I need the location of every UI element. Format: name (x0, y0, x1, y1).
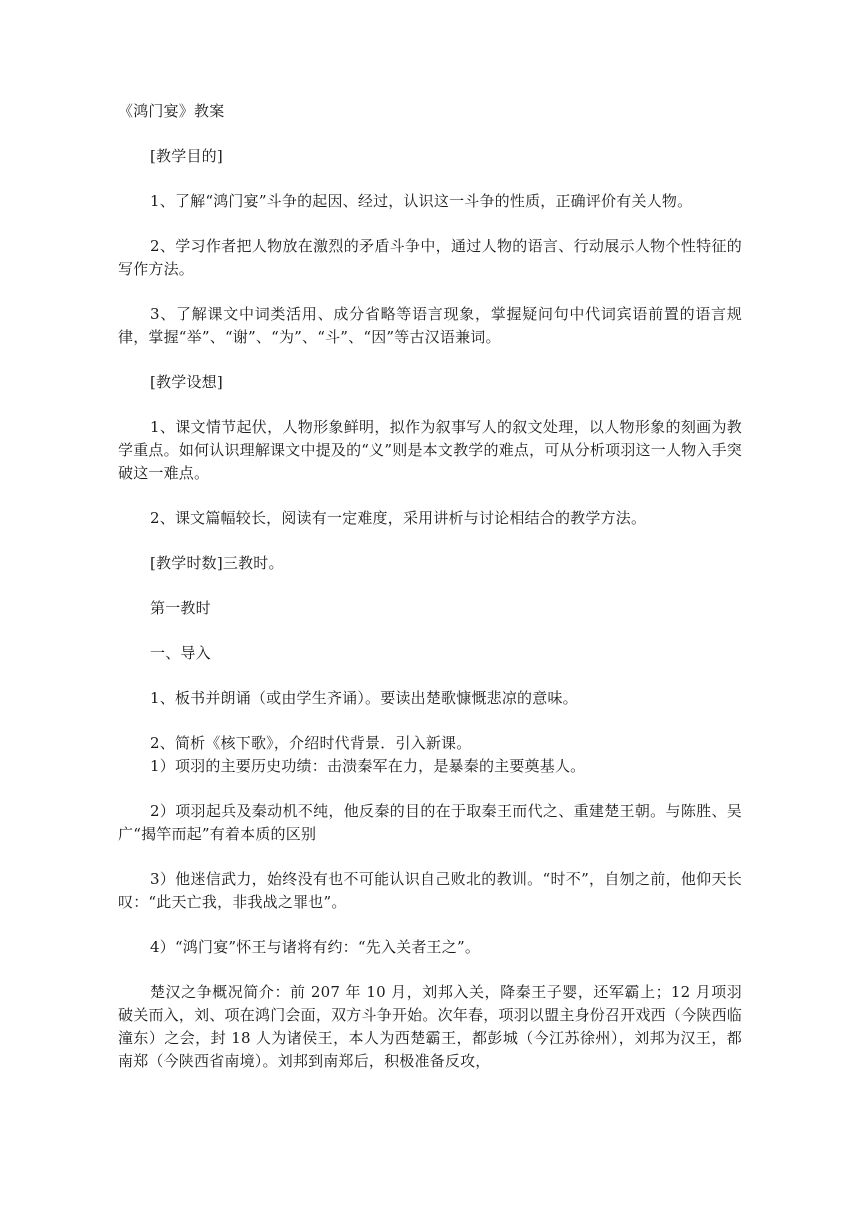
paragraph: 2、课文篇幅较长，阅读有一定难度，采用讲析与讨论相结合的教学方法。 (150, 509, 647, 527)
paragraph: 2、学习作者把人物放在激烈的矛盾斗争中，通过人物的语言、行动展示人物个性特征的写作方法。 (118, 237, 742, 278)
section-heading-design: [教学设想] (150, 373, 223, 391)
paragraph: 1、课文情节起伏，人物形象鲜明，拟作为叙事写人的叙文处理，以人物形象的刻画为教学重点。如何认识理解课文中提及的“义”则是本文教学的难点，可从分析项羽这一人物入手突破这一难点。 (118, 418, 742, 482)
section-heading-first-lesson: 第一教时 (150, 599, 211, 617)
paragraph: 3、了解课文中词类活用、成分省略等语言现象，掌握疑问句中代词宾语前置的语言规律，掌握“举”、“谢”、“为”、“斗”、“因”等古汉语兼词。 (118, 305, 742, 346)
paragraph: 4）“鸿门宴”怀王与诸将有约：“先入关者王之”。 (150, 938, 481, 956)
paragraph: 2）项羽起兵及秦动机不纯，他反秦的目的在于取秦王而代之、重建楚王朝。与陈胜、吴广“揭竿而起”有着本质的区别 (118, 802, 742, 843)
document-page (118, 100, 742, 1073)
paragraph: 2、简析《核下歌》，介绍时代背景．引入新课。 (150, 734, 472, 752)
paragraph: 3）他迷信武力，始终没有也不可能认识自己败北的教训。“时不”，自刎之前，他仰天长叹：“此天亡我，非我战之罪也”。 (118, 870, 742, 911)
document-title: 《鸿门宴》教案 (118, 102, 225, 120)
paragraph: 1）项羽的主要历史功绩：击溃秦军在力，是暴秦的主要奠基人。 (150, 757, 586, 775)
section-heading-hours: [教学时数]三教时。 (150, 554, 284, 572)
paragraph: 楚汉之争概况简介：前 207 年 10 月，刘邦入关，降秦王子婴，还军霸上；12 月项羽破关而入，刘、项在鸿门会面，双方斗争开始。次年春，项羽以盟主身份召开戏西（今陕西临潼东）之会，封 18 人为诸侯王，本人为西楚霸王，都彭城（今江苏徐州），刘邦为汉王，都南郑（今陕西省南境）。刘邦到南郑后，积极准备反攻， (118, 983, 742, 1070)
paragraph: 1、板书并朗诵（或由学生齐诵）。要读出楚歌慷慨悲凉的意味。 (150, 689, 578, 707)
section-heading-objectives: [教学目的] (150, 147, 223, 165)
paragraph: 1、了解“鸿门宴”斗争的起因、经过，认识这一斗争的性质，正确评价有关人物。 (150, 192, 693, 210)
section-heading-intro: 一、导入 (150, 644, 211, 662)
